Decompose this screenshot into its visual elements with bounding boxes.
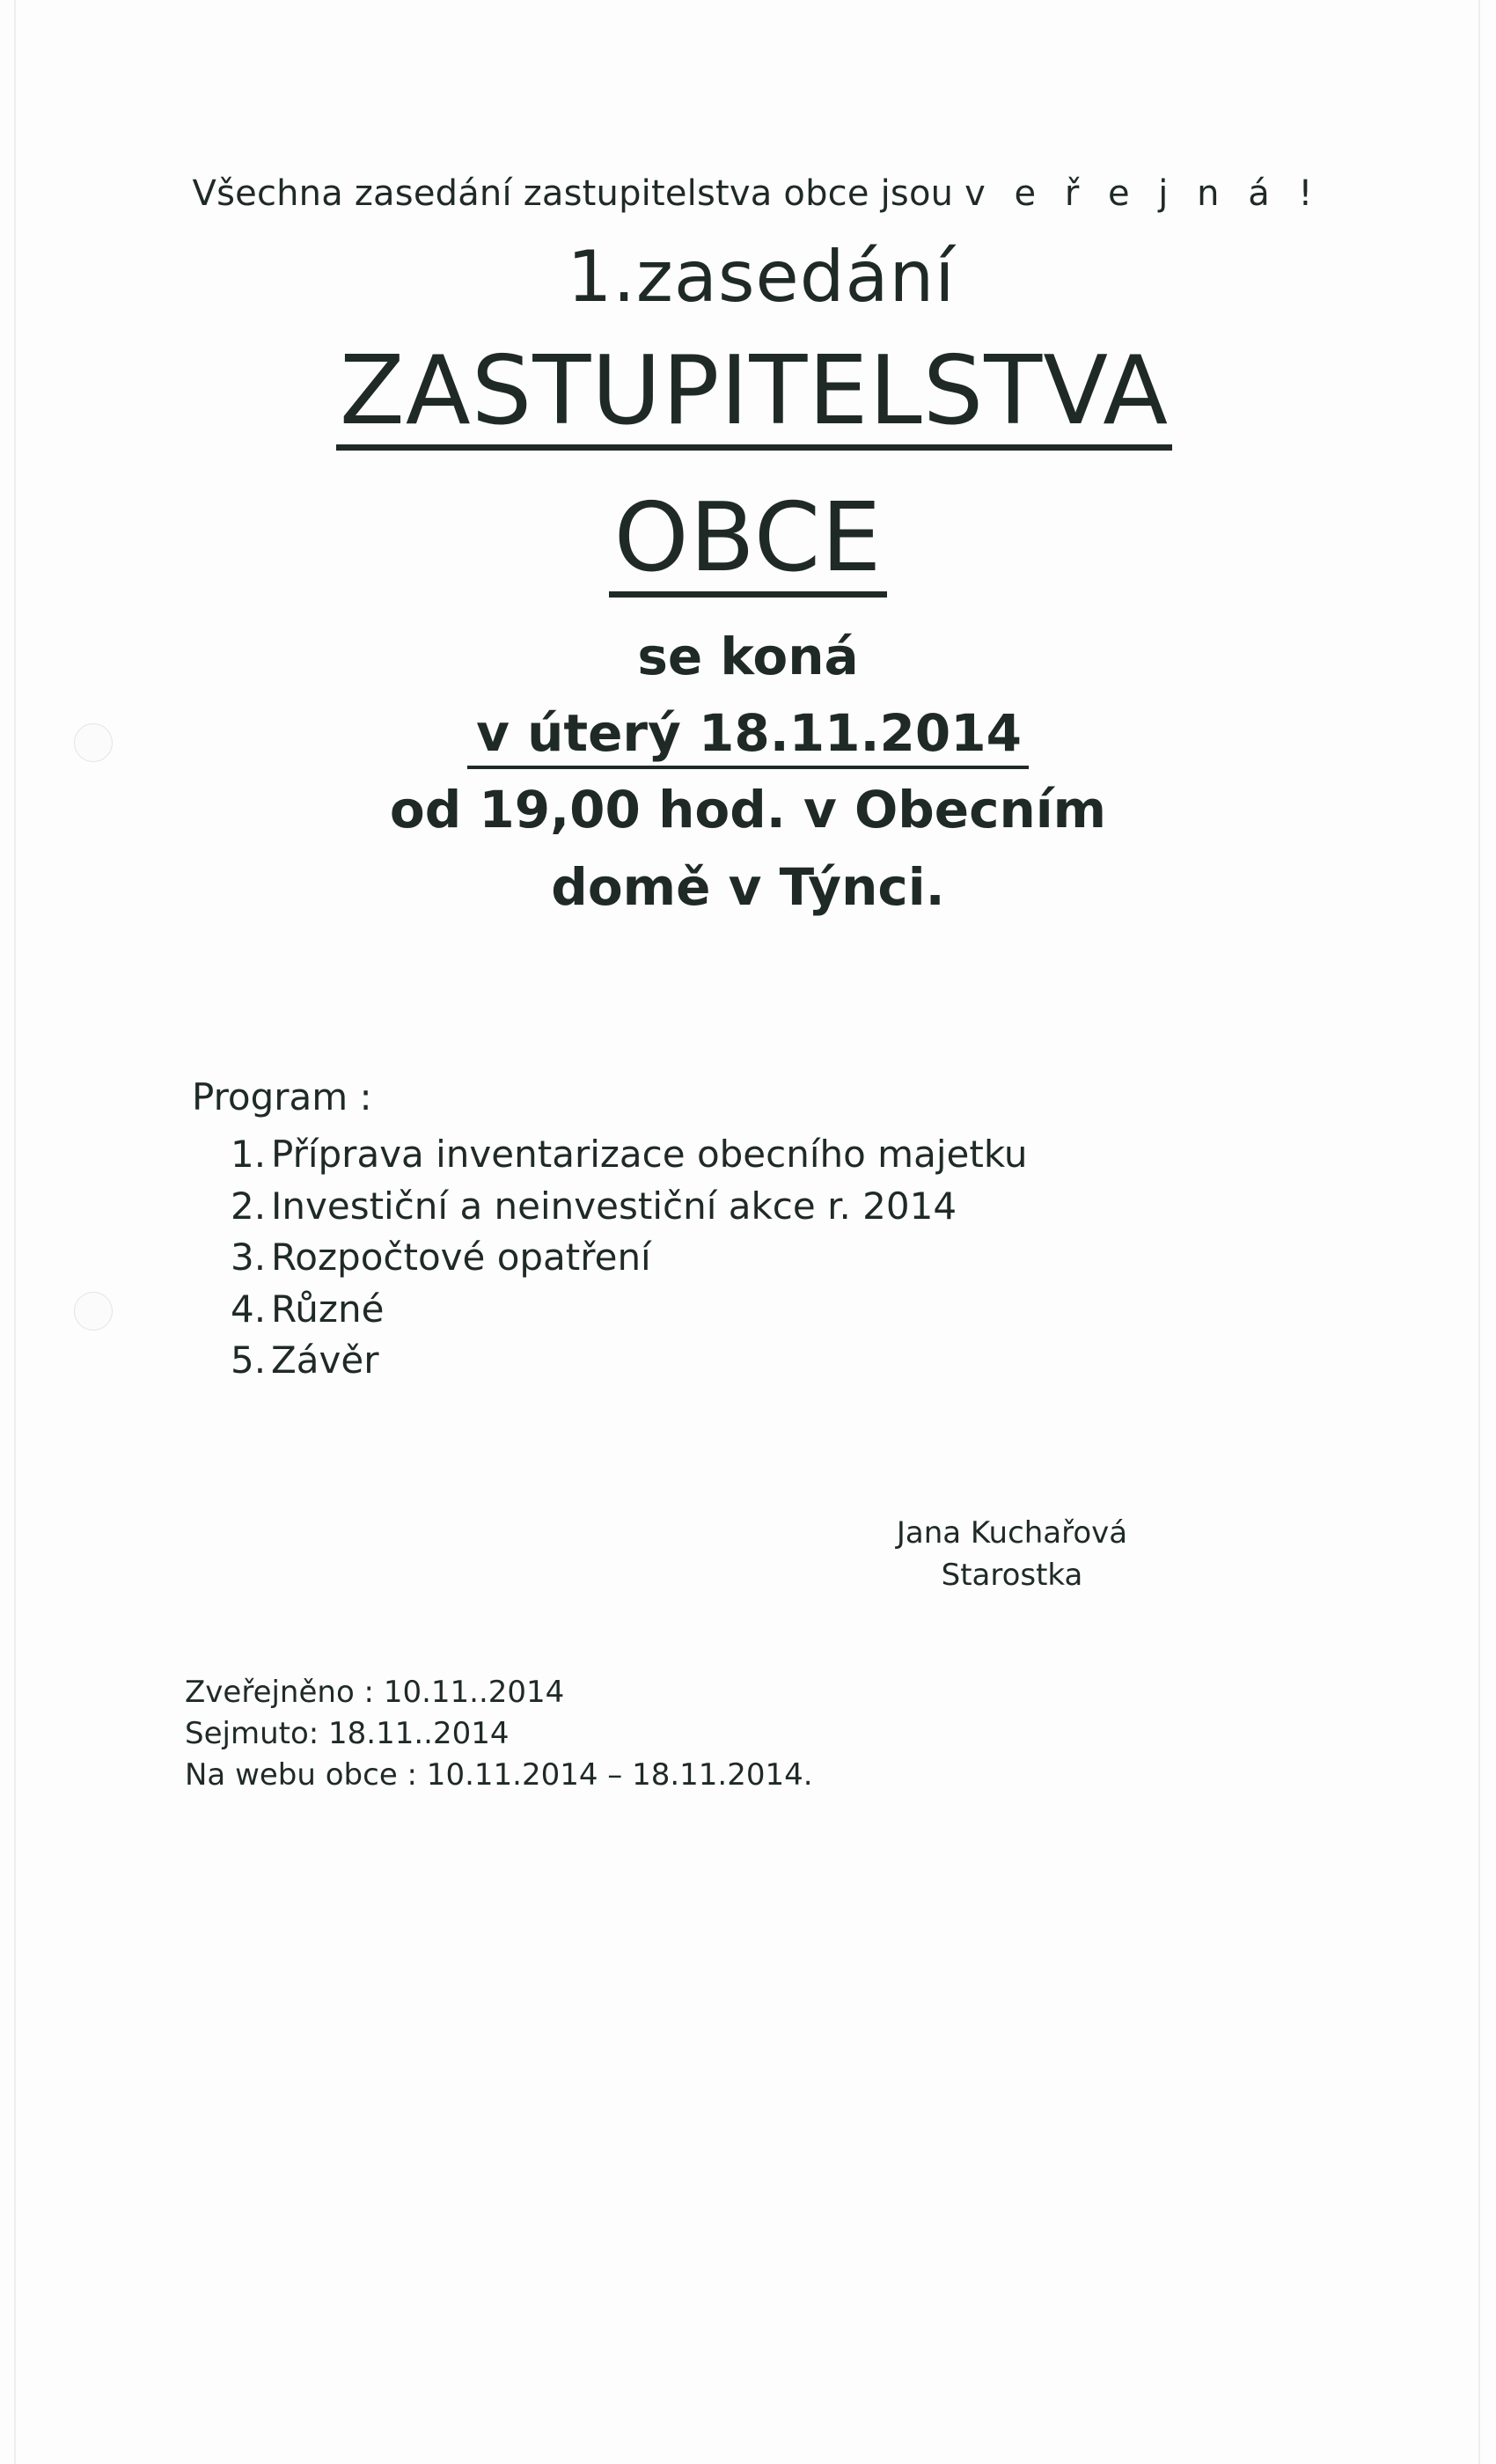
meeting-location: domě v Týnci.: [551, 857, 945, 917]
public-notice-text: Všechna zasedání zastupitelstva obce jsou: [192, 173, 954, 214]
council-title-text: ZASTUPITELSTVA: [336, 339, 1172, 451]
program-item: [231, 1284, 1027, 1336]
session-title: 1.zasedání: [567, 236, 956, 318]
municipality-title: [0, 483, 1496, 598]
meeting-time-place: od 19,00 hod. v Obecním: [389, 780, 1107, 840]
web-publication-period: Na webu obce : 10.11.2014 – 18.11.2014.: [185, 1757, 813, 1793]
signatory-name: Jana Kuchařová: [896, 1515, 1128, 1551]
program-item: [231, 1129, 1027, 1181]
takes-place-line: se koná: [637, 627, 859, 686]
published-date: Zveřejněno : 10.11..2014: [185, 1675, 565, 1710]
program-item-number: 2.: [231, 1184, 267, 1228]
program-item-text: Rozpočtové opatření: [271, 1236, 651, 1279]
program-item-text: Různé: [271, 1287, 385, 1331]
program-item-text: Investiční a neinvestiční akce r. 2014: [271, 1184, 957, 1228]
public-notice-emphasis: v e ř e j n á !: [964, 173, 1322, 214]
program-item-number: 3.: [231, 1236, 267, 1279]
program-heading: Program :: [192, 1075, 372, 1118]
program-item-number: 5.: [231, 1338, 267, 1382]
signatory-title: Starostka: [941, 1558, 1083, 1593]
program-item: [231, 1232, 1027, 1284]
program-item-number: 4.: [231, 1287, 267, 1331]
meeting-date: [0, 702, 1496, 769]
program-item-text: Příprava inventarizace obecního majetku: [271, 1133, 1028, 1176]
program-list: [231, 1129, 1027, 1387]
signature-block: [836, 1512, 1188, 1596]
program-item: [231, 1335, 1027, 1387]
municipality-title-text: OBCE: [609, 486, 888, 598]
program-item: [231, 1181, 1027, 1233]
council-title: [0, 336, 1496, 451]
publication-info: [185, 1672, 813, 1796]
program-item-text: Závěr: [271, 1338, 379, 1382]
public-notice: [0, 173, 1496, 214]
program-item-number: 1.: [231, 1133, 267, 1176]
meeting-date-text: v úterý 18.11.2014: [467, 702, 1029, 769]
removed-date: Sejmuto: 18.11..2014: [185, 1716, 510, 1751]
punch-hole-bottom: [74, 1292, 113, 1331]
